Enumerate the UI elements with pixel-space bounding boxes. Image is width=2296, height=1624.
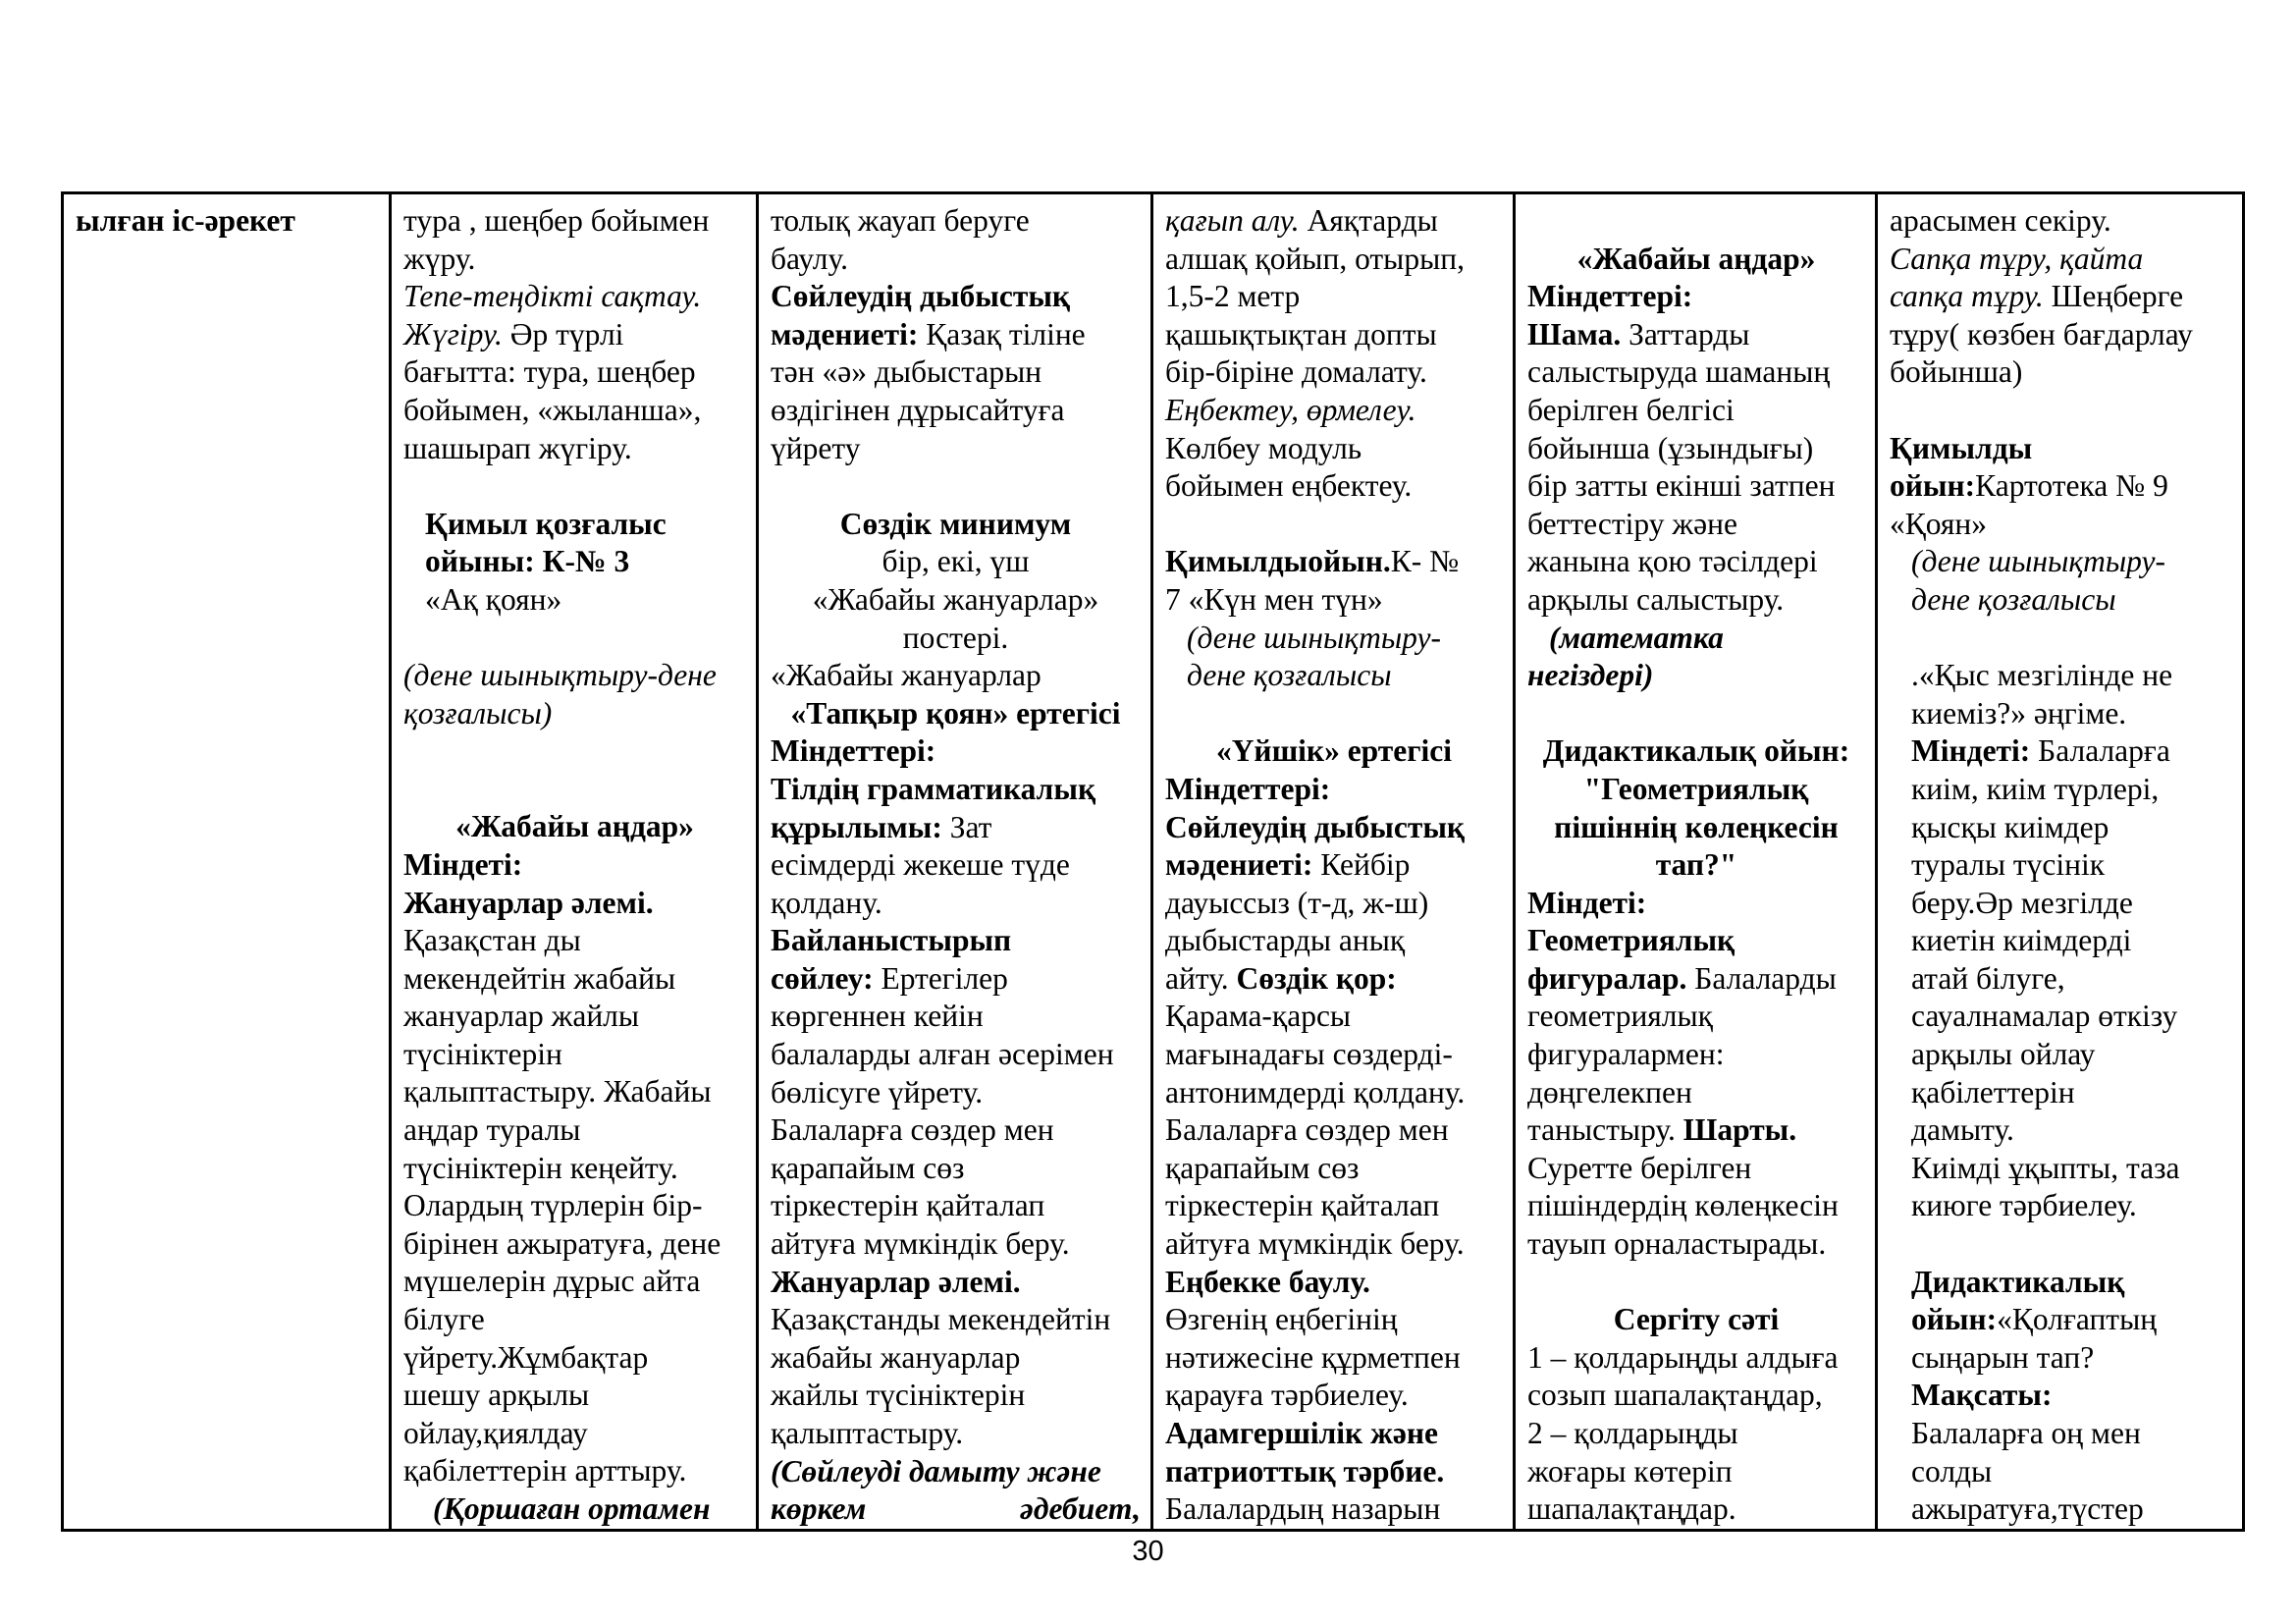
text-line: қашықтықтан допты	[1165, 316, 1437, 352]
topic-heading: «Жабайы аңдар»	[1576, 241, 1816, 276]
plan-cell-1	[391, 193, 758, 1531]
text-line: солды	[1911, 1453, 1993, 1489]
text-line: туралы түсінік	[1911, 847, 2106, 883]
row-label-cell	[63, 193, 391, 1531]
text-line: қолдану.	[771, 885, 882, 920]
subject-note: (Қоршаған ортамен	[433, 1491, 711, 1526]
text-line: созып шапалақтаңдар,	[1527, 1378, 1823, 1413]
text-line: фигуралармен:	[1527, 1037, 1725, 1072]
text-line: айтуға мүмкіндік беру.	[771, 1226, 1070, 1262]
talk-heading: .«Қыс мезгілінде не	[1911, 658, 2173, 693]
text-line: жануарлар жайлы	[403, 999, 640, 1034]
text-line: Көлбеу модуль	[1165, 430, 1362, 465]
text-line: бағытта: тура, шеңбер	[403, 354, 696, 390]
text-line: салыстыруда шаманың	[1527, 354, 1831, 390]
game-heading: Қимыл қозғалыс	[425, 506, 667, 541]
game-name: «Қоян»	[1890, 506, 1988, 541]
text-line: бойынша)	[1890, 354, 2023, 390]
tasks-label: Міндеттері:	[771, 733, 936, 769]
subject-note: (Сөйлеуді дамыту және	[771, 1453, 1101, 1489]
text-fragment: «Қолғаптың	[1997, 1302, 2158, 1337]
text-fragment: әдебиет,	[1019, 1491, 1141, 1527]
subject-note: (дене шынықтыру-дене	[403, 658, 717, 693]
text-line: Өзгенің еңбегінің	[1165, 1302, 1398, 1337]
text-line: жүру.	[403, 241, 476, 276]
subject-note: дене қозғалысы	[1187, 658, 1392, 693]
plan-cell-5	[1877, 193, 2244, 1531]
task-label: Міндеті:	[1527, 885, 1647, 920]
tale-heading: «Үйшік» ертегісі	[1215, 733, 1453, 769]
text-line: сауалнамалар өткізу	[1911, 999, 2178, 1034]
text-line: беру.Әр мезгілде	[1911, 885, 2133, 920]
task-heading: Жануарлар әлемі.	[403, 885, 654, 920]
text-line: 1 – қолдарыңды алдыға	[1527, 1339, 1839, 1375]
aim-label: Мақсаты:	[1911, 1378, 2053, 1413]
text-line: Балаларға сөздер мен	[771, 1112, 1054, 1148]
text-line: ажыратуға,түстер	[1911, 1491, 2144, 1527]
run-heading: Жүгіру.	[403, 316, 503, 352]
text-line: киім, киім түрлері,	[1911, 771, 2160, 806]
text-line: толық жауап беруге	[771, 203, 1030, 238]
moral-heading: Адамгершілік және	[1165, 1416, 1439, 1450]
subject-note: (математка	[1549, 620, 1724, 655]
text-fragment: Кейбір	[1320, 847, 1411, 883]
text-line: қабілеттерін арттыру.	[403, 1453, 687, 1489]
subject-note: (дене шынықтыру-	[1911, 544, 2165, 579]
text-line: жайлы түсініктерін	[771, 1378, 1026, 1413]
text-line: қысқы киімдер	[1911, 809, 2109, 844]
text-line: айтуға мүмкіндік беру.	[1165, 1226, 1465, 1262]
didactic-heading: Дидактикалық	[1911, 1264, 2125, 1299]
subject-note: дене қозғалысы	[1911, 581, 2116, 617]
text-fragment: Шеңберге	[2051, 279, 2184, 314]
subject-note: негіздері)	[1527, 658, 1654, 693]
geo-heading: Геометриялық	[1527, 923, 1735, 958]
text-line: алшақ қойып, отырып,	[1165, 241, 1465, 276]
text-line: арқылы салыстыру.	[1527, 581, 1785, 617]
text-line: жабайы жануарлар	[771, 1339, 1021, 1375]
text-line: Балаларға оң мен	[1911, 1416, 2141, 1450]
text-line: қалыптастыру.	[771, 1416, 964, 1450]
text-line: арқылы ойлау	[1911, 1037, 2096, 1072]
text-line: бөлісуге үйрету.	[771, 1074, 984, 1110]
text-line: киетін киімдерді	[1911, 923, 2132, 958]
text-fragment: Ертегілер	[881, 960, 1008, 996]
text-fragment: Заттарды	[1629, 316, 1750, 352]
subject-note: қозғалысы)	[403, 695, 553, 731]
text-line: қарауға тәрбиелеу.	[1165, 1378, 1409, 1413]
text-line: үйрету	[771, 430, 861, 465]
subject-note: (дене шынықтыру-	[1187, 620, 1441, 655]
text-fragment: Балаларға	[2038, 733, 2170, 769]
text-line: бір, екі, үш	[881, 544, 1030, 579]
text-line: дыбыстарды анық	[1165, 923, 1406, 958]
didactic-heading: "Геометриялық	[1583, 771, 1809, 806]
text-line: түсініктерін кеңейту.	[403, 1150, 678, 1185]
speech-heading: сөйлеу:	[771, 960, 874, 996]
text-line: берілген белгісі	[1527, 392, 1735, 427]
text-line: қабілеттерін	[1911, 1074, 2075, 1110]
text-fragment: таныстыру.	[1527, 1112, 1676, 1148]
sound-heading: Сөйлеудің дыбыстық	[771, 279, 1071, 314]
text-line: Балаларға сөздер мен	[1165, 1112, 1449, 1148]
text-line: мекендейтін жабайы	[403, 960, 676, 996]
labor-heading: Еңбекке баулу.	[1165, 1264, 1370, 1299]
task-label: Міндеті:	[1911, 733, 2031, 769]
text-line: шешу арқылы	[403, 1378, 590, 1413]
text-line: бір-біріне домалату.	[1165, 354, 1427, 390]
crawl-heading: Еңбектеу, өрмелеу.	[1165, 392, 1416, 427]
text-line: шашырап жүгіру.	[403, 430, 632, 465]
speech-heading: Байланыстырып	[771, 923, 1012, 958]
text-line: жоғары көтеріп	[1527, 1453, 1733, 1489]
text-line: өздігінен дұрысайтуға	[771, 392, 1065, 427]
text-line: дауыссыз (т-д, ж-ш)	[1165, 885, 1429, 920]
grammar-heading: құрылымы:	[771, 809, 942, 844]
geo-heading: фигуралар.	[1527, 960, 1687, 996]
text-line: атай білуге,	[1911, 960, 2065, 996]
text-line: дамыту.	[1911, 1112, 2014, 1148]
text-line: үйрету.Жұмбақтар	[403, 1339, 649, 1375]
text-line: 2 – қолдарыңды	[1527, 1416, 1738, 1450]
text-line: тура , шеңбер бойымен	[403, 203, 710, 238]
text-line: баулу.	[771, 241, 848, 276]
text-line: тұру( көзбен бағдарлау	[1890, 316, 2193, 352]
text-line: киеміз?» әңгіме.	[1911, 695, 2127, 731]
didactic-heading: Дидактикалық ойын:	[1542, 733, 1850, 769]
didactic-heading: пішіннің көлеңкесін	[1554, 809, 1839, 844]
text-line: антонимдерді қолдану.	[1165, 1074, 1466, 1110]
task-label: Міндеті:	[403, 846, 523, 882]
text-line: Қарама-қарсы	[1165, 999, 1352, 1034]
text-line: мағынадағы сөздерді-	[1165, 1037, 1453, 1072]
didactic-heading: ойын:	[1911, 1302, 1998, 1337]
text-line: геометриялық	[1527, 999, 1713, 1034]
lesson-plan-table	[61, 191, 2245, 1532]
text-line: тауып орналастырады.	[1527, 1226, 1827, 1262]
text-line: ойлау,қиялдау	[403, 1415, 588, 1450]
plan-cell-3	[1152, 193, 1515, 1531]
text-line: есімдерді жекеше түде	[771, 847, 1070, 883]
text-line: Киімді ұқыпты, таза	[1911, 1150, 2180, 1185]
text-fragment: Аяқтарды	[1307, 203, 1438, 238]
text-fragment: қағып алу.	[1165, 203, 1300, 238]
text-line: сыңарын тап?	[1911, 1339, 2095, 1375]
text-line: бірінен ажыратуға, дене	[403, 1225, 721, 1261]
vocab-heading: Сөздік қор:	[1236, 960, 1397, 996]
text-line: шапалақтаңдар.	[1527, 1491, 1736, 1527]
moral-heading: патриоттық тәрбие.	[1165, 1453, 1445, 1489]
text-fragment: Әр түрлі	[509, 316, 624, 352]
sound-heading: мәдениеті:	[1165, 847, 1313, 883]
text-line: түсініктерін	[403, 1036, 562, 1071]
text-fragment: Картотека № 9	[1975, 468, 2168, 504]
sound-heading: Сөйлеудің дыбыстық	[1165, 809, 1466, 844]
text-line: аңдар туралы	[403, 1112, 581, 1148]
text-fragment: Қазақ тіліне	[926, 316, 1086, 352]
text-line: көргеннен кейін	[771, 999, 984, 1034]
text-line: Қазақстан ды	[403, 923, 581, 958]
text-line: пішіндердің көлеңкесін	[1527, 1188, 1839, 1223]
text-line: қарапайым сөз	[771, 1150, 965, 1185]
subject-note	[771, 1490, 1141, 1529]
game-heading: Қимылды	[1890, 430, 2033, 465]
balance-heading: Тепе-теңдікті сақтау.	[403, 279, 702, 314]
didactic-heading: тап?"	[1655, 847, 1737, 883]
measure-heading: Шама.	[1527, 316, 1622, 352]
text-line: Қазақстанды мекендейтін	[771, 1302, 1111, 1337]
text-fragment: К- №	[1390, 544, 1460, 579]
vocab-heading: Сөздік минимум	[839, 506, 1072, 541]
text-line: 1,5-2 метр	[1165, 279, 1301, 314]
game-heading: ойыны: К-№ 3	[425, 544, 630, 579]
text-line: қарапайым сөз	[1165, 1150, 1360, 1185]
text-line: Суретте берілген	[1527, 1150, 1752, 1185]
game-name: «Ақ қоян»	[425, 581, 562, 617]
text-line: білуге	[403, 1302, 485, 1337]
text-line: Балалардың назарын	[1165, 1491, 1441, 1527]
text-line: қалыптастыру. Жабайы	[403, 1074, 712, 1110]
row-label: ылған іс-әрекет	[76, 203, 295, 238]
game-heading: ойын:	[1890, 468, 1976, 504]
text-fragment: Балаларды	[1694, 960, 1837, 996]
text-line: мүшелерін дұрыс айта	[403, 1264, 701, 1299]
text-line: жанына қою тәсілдері	[1527, 544, 1818, 579]
text-line: «Жабайы жануарлар»	[812, 581, 1099, 617]
table-row	[63, 193, 2244, 1531]
text-line: киюге тәрбиелеу.	[1911, 1188, 2137, 1223]
rule-heading: Шарты.	[1682, 1112, 1797, 1148]
tasks-label: Міндеттері:	[1527, 279, 1693, 314]
text-line: Сапқа тұру, қайта	[1890, 241, 2144, 276]
text-fragment: Зат	[949, 809, 992, 844]
tasks-label: Міндеттері:	[1165, 771, 1331, 806]
text-line: балаларды алған әсерімен	[771, 1037, 1114, 1072]
text-fragment: сапқа тұру.	[1890, 279, 2044, 314]
game-name: 7 «Күн мен түн»	[1165, 581, 1383, 617]
world-heading: Жануарлар әлемі.	[771, 1264, 1021, 1299]
text-line: тіркестерін қайталап	[771, 1188, 1045, 1223]
text-line: постері.	[902, 620, 1009, 655]
text-line: нәтижесіне құрметпен	[1165, 1339, 1461, 1375]
page-number: 30	[1132, 1536, 1164, 1567]
text-line: бойымен, «жыланша»,	[403, 392, 702, 427]
refresh-heading: Сергіту сәті	[1613, 1302, 1780, 1337]
text-line: бойынша (ұзындығы)	[1527, 430, 1814, 465]
text-line: тән «ә» дыбыстарын	[771, 354, 1042, 390]
text-line: беттестіру және	[1527, 506, 1737, 541]
topic-heading: «Жабайы аңдар»	[455, 809, 694, 844]
text-fragment: айту.	[1165, 960, 1229, 996]
sound-heading: мәдениеті:	[771, 316, 919, 352]
text-line: арасымен секіру.	[1890, 203, 2111, 238]
text-line: бір затты екінші затпен	[1527, 468, 1836, 504]
text-line: дөңгелекпен	[1527, 1074, 1692, 1110]
text-fragment: көркем	[771, 1491, 867, 1527]
text-line: бойымен еңбектеу.	[1165, 468, 1413, 504]
grammar-heading: Тілдің грамматикалық	[771, 771, 1096, 806]
text-line: тіркестерін қайталап	[1165, 1188, 1440, 1223]
plan-cell-2	[758, 193, 1152, 1531]
game-heading: Қимылдыойын.	[1165, 544, 1391, 579]
text-line: «Жабайы жануарлар	[771, 658, 1041, 693]
tale-heading: «Тапқыр қоян» ертегісі	[790, 695, 1121, 731]
text-line: Олардың түрлерін бір-	[403, 1188, 703, 1223]
plan-cell-4	[1515, 193, 1877, 1531]
